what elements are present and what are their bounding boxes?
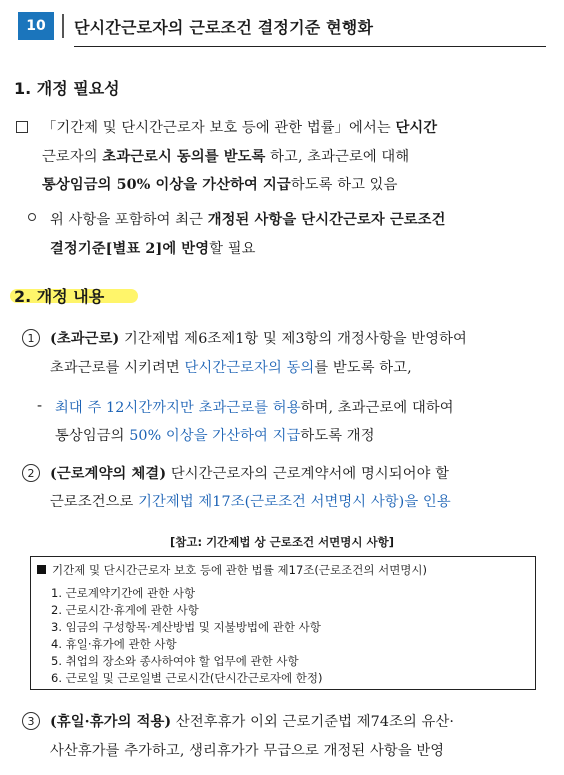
doc-header [18,12,546,42]
s2-item1-line1 [50,328,467,348]
text-run: 하도록 하고 있음 [290,177,398,193]
s2-item2-line2 [50,491,451,511]
s2-item1-dash-line1 [55,397,454,417]
text-run-bold: 통상임금의 50% 이상을 가산하여 지급 [42,177,291,193]
text-run: 하도록 개정 [300,428,375,444]
text-run: 통상임금의 [55,428,130,444]
reference-item: 2. 근로시간·휴게에 관한 사항 [51,603,199,617]
text-run: 위 사항을 포함하여 최근 [50,212,208,228]
text-run-blue: 50% 이상을 가산하여 지급 [129,428,301,444]
s2-item1-dash-line2 [55,425,375,445]
section2-title: 2. 개정 내용 [14,287,105,306]
reference-item: 6. 근로일 및 근로일별 근로시간(단시간근로자에 한정) [51,671,323,685]
circled-number-2: 2 [22,464,40,482]
text-run: 근로자의 [42,149,103,165]
text-run: 「기간제 및 단시간근로자 보호 등에 관한 법률」에서는 [42,120,396,136]
text-run: 초과근로를 시키려면 [50,360,185,376]
reference-item: 5. 취업의 장소와 종사하여야 할 업무에 관한 사항 [51,654,299,668]
s2-item1-line2 [50,357,412,377]
text-run: 기간제법 제6조제1항 및 제3항의 개정사항을 반영하여 [119,331,467,347]
circle-bullet-icon [28,213,36,221]
text-run: 단시간근로자의 근로계약서에 명시되어야 할 [166,466,450,482]
section-number-badge: 10 [18,12,54,40]
text-run-bold: 결정기준[별표 2]에 반영 [50,241,210,257]
reference-item: 4. 휴일·휴가에 관한 사항 [51,637,177,651]
text-run-blue: 단시간근로자의 동의 [184,360,315,376]
s1-p2-line2 [50,238,256,258]
text-run: 하며, 초과근로에 대하여 [300,400,454,416]
text-run: 근로조건으로 [50,494,139,510]
text-run-bold: 초과근로시 동의를 받도록 [102,149,266,165]
s1-p1-line1 [42,117,437,137]
reference-item: 1. 근로계약기간에 관한 사항 [51,586,196,600]
text-run: 산전후휴가 이외 근로기준법 제74조의 유산· [171,714,455,730]
circled-number-1: 1 [22,329,40,347]
reference-box [30,556,536,690]
section1-title: 1. 개정 필요성 [14,79,120,98]
reference-item: 3. 임금의 구성항목·계산방법 및 지불방법에 관한 사항 [51,620,321,634]
s1-p2-line1 [50,209,446,229]
text-run-bold: 단시간 [395,120,438,136]
dash-bullet: - [37,396,43,414]
circled-number-3: 3 [22,712,40,730]
s1-p1-line3 [42,174,398,194]
text-run-bold: (휴일·휴가의 적용) [50,714,172,730]
text-run: 하고, 초과근로에 대해 [265,149,410,165]
text-run-bold: 개정된 사항을 단시간근로자 근로조건 [207,212,446,228]
page-title: 단시간근로자의 근로조건 결정기준 현행화 [74,18,374,37]
black-square-icon [37,565,46,574]
header-divider [62,14,64,38]
text-run-blue: 기간제법 제17조(근로조건 서면명시 사항)을 인용 [138,494,451,510]
s1-p1-line2 [42,146,409,166]
s2-item3-line1 [50,711,454,731]
header-underline [74,46,546,47]
reference-heading-text: 기간제 및 단시간근로자 보호 등에 관한 법률 제17조(근로조건의 서면명시) [52,563,428,577]
text-run-blue: 최대 주 12시간까지만 초과근로를 허용 [55,400,301,416]
s2-item2-line1 [50,463,449,483]
reference-heading [37,562,427,578]
text-run-bold: (초과근로) [50,331,120,347]
square-bullet-icon [16,121,28,133]
s2-item3-line2: 사산휴가를 추가하고, 생리휴가가 무급으로 개정된 사항을 반영 [50,743,445,759]
text-run-bold: (근로계약의 체결) [50,466,167,482]
text-run: 할 필요 [209,241,256,257]
text-run: 를 받도록 하고, [314,360,412,376]
reference-title: [참고: 기간제법 상 근로조건 서면명시 사항] [170,535,394,549]
